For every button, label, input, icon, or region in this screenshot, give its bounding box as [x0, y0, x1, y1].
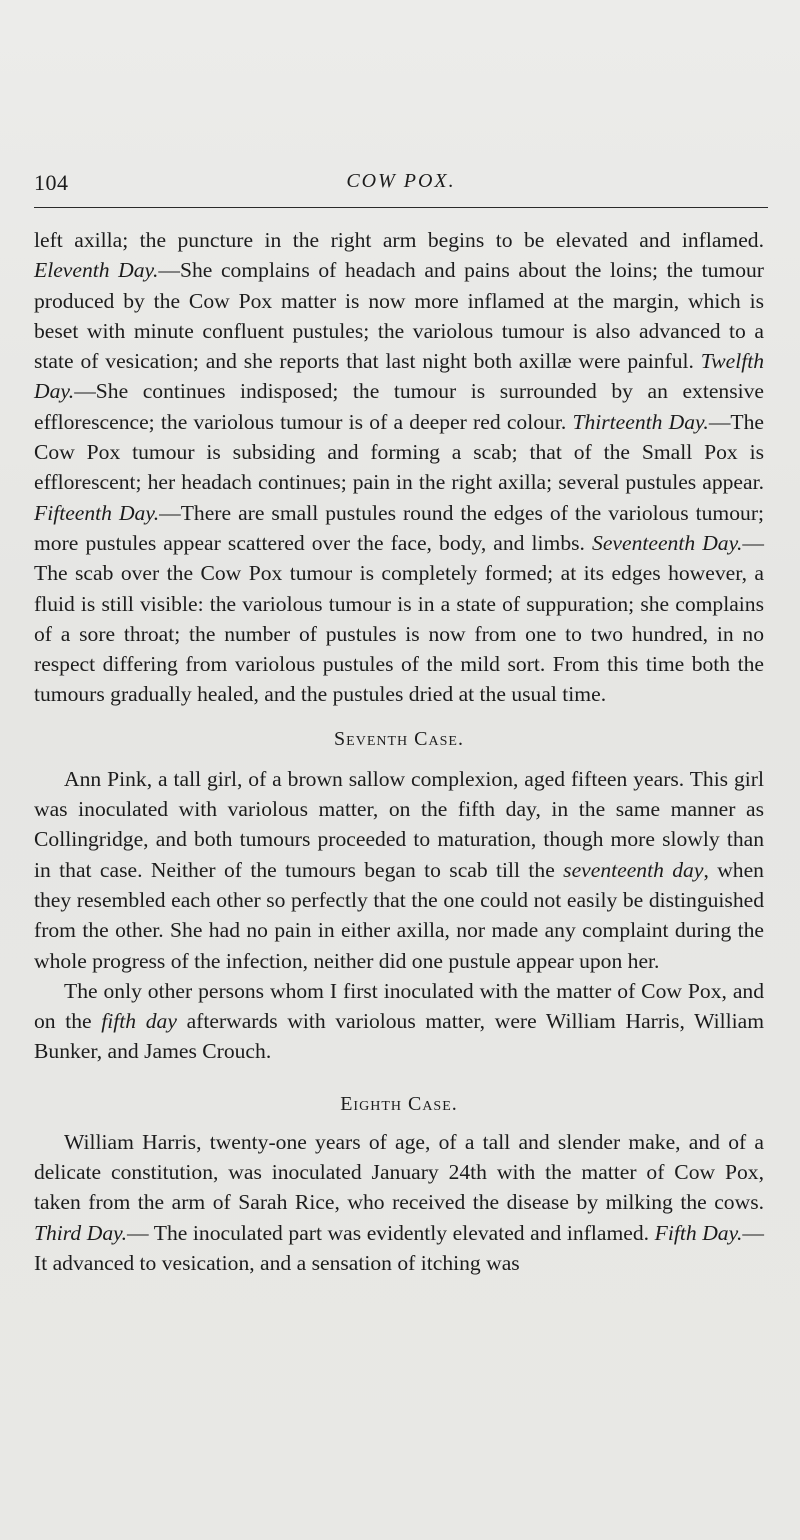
eighth-case-paragraph [34, 1127, 764, 1278]
day-marker: Eleventh Day. [34, 258, 159, 283]
italic-phrase: seventeenth day [563, 857, 704, 882]
paragraph-continued [34, 225, 764, 710]
text-span: , when they resembled each other so perfectly that the one could not easily be distinguished from the other. She had no pain in either axilla, nor made any complaint during the whole progress of the infection, neither did one pustule appear upon her. [34, 857, 764, 973]
text-span: — The inoculated part was evidently elevated and inflamed. [126, 1220, 650, 1245]
day-marker: Twelfth Day. [34, 349, 764, 404]
header-rule [34, 207, 768, 208]
text-span: —The Cow Pox tumour is subsiding and forming a scab; that of the Small Pox is efflorescent; her headach continues; pain in the right axilla; several pustules appear. [34, 409, 764, 495]
italic-phrase: fifth day [101, 1009, 177, 1034]
page-header [34, 168, 768, 208]
text-span: —She complains of headach and pains about the loins; the tumour produced by the Cow Pox matter is now more inflamed at the margin, which is beset with minute confluent pustules; the variolous tumour is also advanced to a state of vesication; and she reports that last night both axillæ were painful. [34, 258, 764, 374]
text-span: afterwards with variolous matter, were William Harris, William Bunker, and James Crouch. [34, 1009, 764, 1064]
text-span: William Harris, twenty-one years of age, of a tall and slender make, and of a delicate constitution, was inoculated January 24th with the matter of Cow Pox, taken from the arm of Sarah Rice, who received the disease by milking the cows. [34, 1129, 764, 1215]
seventh-case-paragraph-2 [34, 976, 764, 1067]
text-span: —The scab over the Cow Pox tumour is completely formed; at its edges however, a fluid is still visible: the variolous tumour is in a state of suppuration; she complains of a sore throat; the number of pustules is now from one to two hundred, in no respect differing from variolous pustules of the mild sort. From this time both the tumours gradually healed, and the pustules dried at the usual time. [34, 530, 764, 707]
text-span: Ann Pink, a tall girl, of a brown sallow complexion, aged fifteen years. This girl was inoculated with variolous matter, on the fifth day, in the same manner as Collingridge, and both tumours proceeded to maturation, though more slowly than in that case. Neither of the tumours began to scab till the [34, 766, 764, 882]
eighth-case-heading: Eighth Case. [340, 1092, 458, 1115]
day-marker: Fifteenth Day. [34, 500, 160, 525]
page-number: 104 [34, 170, 69, 195]
text-span: left axilla; the puncture in the right arm begins to be elevated and inflamed. [34, 228, 764, 252]
text-span: The only other persons whom I first inoculated with the matter of Cow Pox, and on the [34, 978, 764, 1034]
seventh-case-heading: Seventh Case. [334, 727, 464, 750]
seventh-case-paragraph [34, 764, 764, 976]
day-marker: Fifth Day. [654, 1220, 743, 1245]
running-title: COW POX. [346, 170, 456, 192]
text-span: —She continues indisposed; the tumour is surrounded by an extensive efflorescence; the variolous tumour is of a deeper red colour. [34, 379, 764, 434]
day-marker: Thirteenth Day. [572, 409, 709, 434]
day-marker: Seventeenth Day. [592, 530, 743, 555]
text-span: —It advanced to vesication, and a sensation of itching was [34, 1220, 764, 1275]
day-marker: Third Day. [34, 1220, 127, 1245]
body-text [34, 225, 764, 1278]
text-span: —There are small pustules round the edges of the variolous tumour; more pustules appear scattered over the face, body, and limbs. [34, 500, 765, 555]
